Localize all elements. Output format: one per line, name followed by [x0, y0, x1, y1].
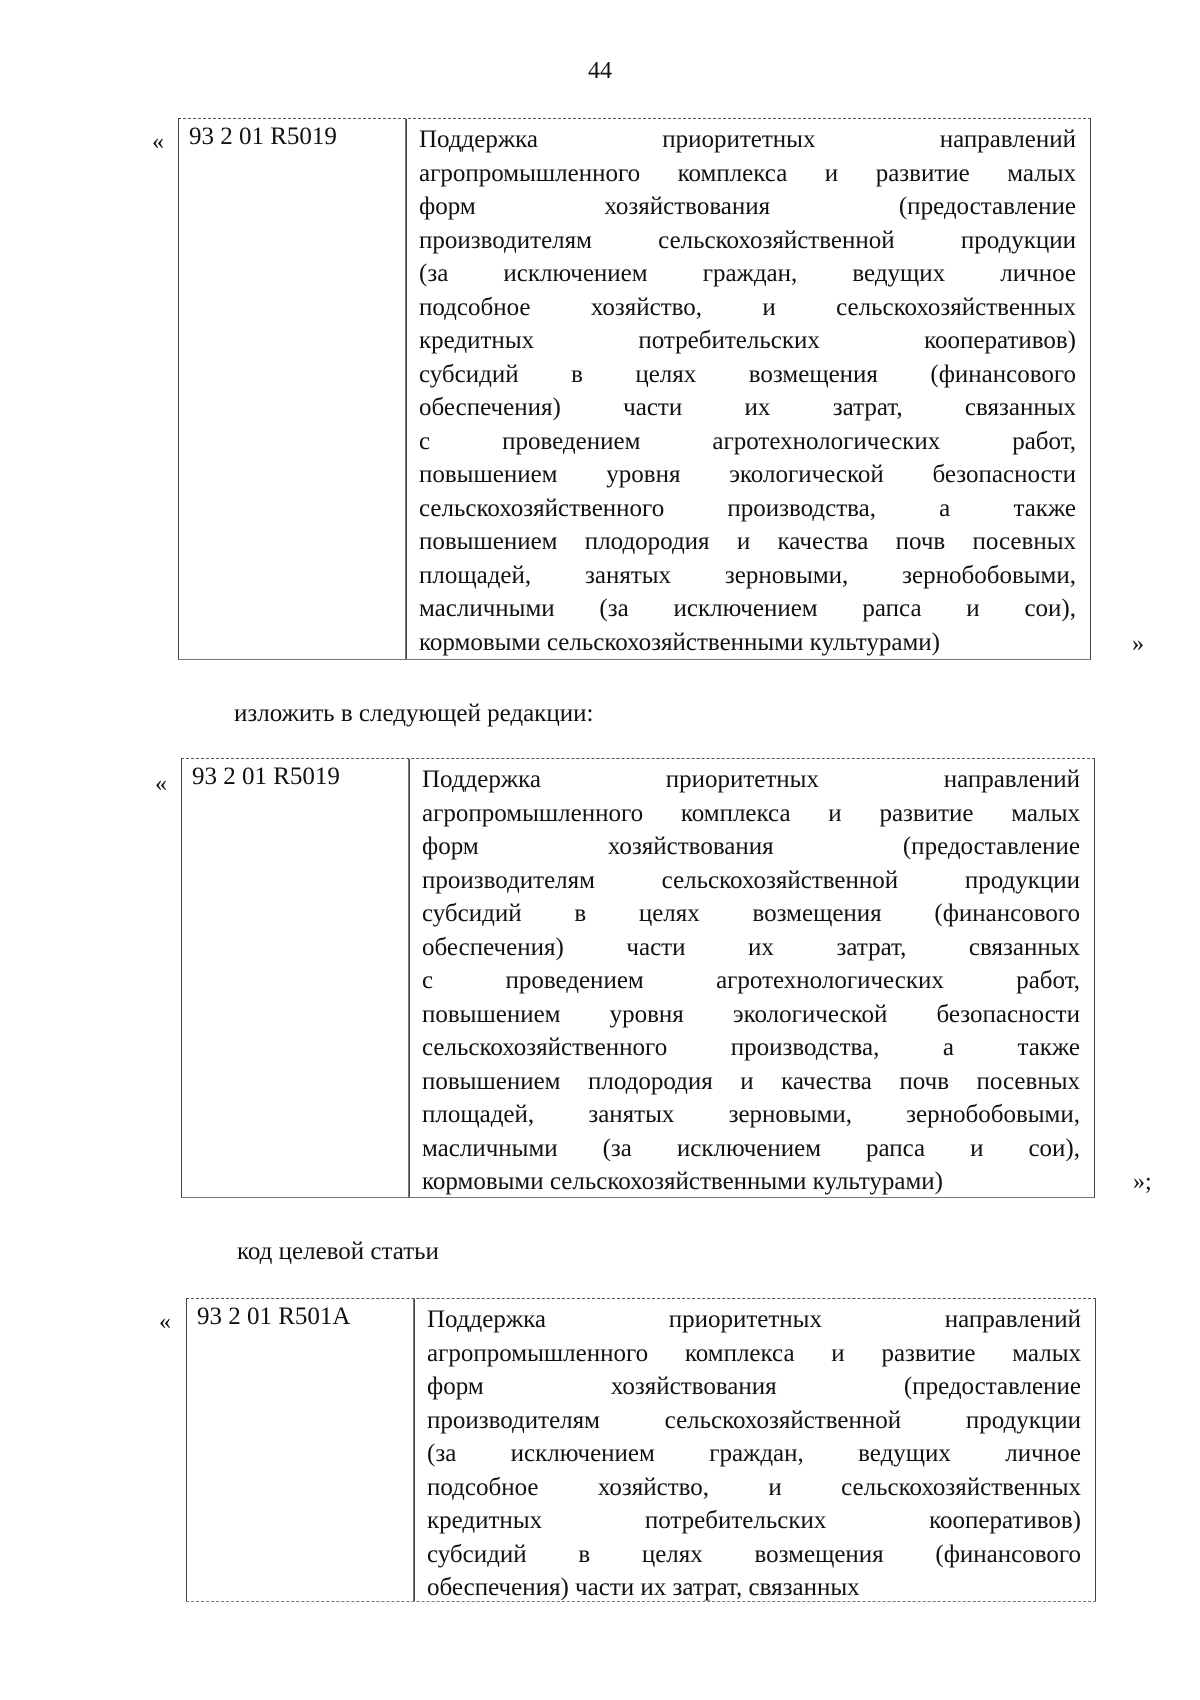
description-line: повышением плодородия и качества почв посевных [419, 528, 1076, 555]
description-line: субсидий в целях возмещения (финансового [427, 1540, 1081, 1568]
section-label: код целевой статьи [237, 1238, 439, 1265]
description-line: сельскохозяйственного производства, а также [422, 1034, 1080, 1061]
description-line: кормовыми сельскохозяйственными культурами) [422, 1168, 944, 1195]
closing-quote: »; [1133, 1169, 1152, 1195]
description-line: производителям сельскохозяйственной продукции [422, 866, 1080, 894]
description-cell [406, 119, 1091, 659]
target-code: 93 2 01 R5019 [192, 763, 340, 790]
description-line: (за исключением граждан, ведущих личное [427, 1440, 1081, 1467]
budget-entry-continuation [186, 1298, 1096, 1602]
description-line: площадей, занятых зерновыми, зернобобовыми, [419, 561, 1076, 589]
description-line: форм хозяйствования (предоставление [419, 193, 1076, 220]
description-line: площадей, занятых зерновыми, зернобобовыми, [422, 1101, 1080, 1128]
description-line: субсидий в целях возмещения (финансового [419, 360, 1076, 388]
opening-quote: « [155, 771, 167, 797]
description-line: обеспечения) части их затрат, связанных [427, 1574, 860, 1601]
description-line: кредитных потребительских кооперативов) [419, 327, 1076, 354]
opening-quote: « [152, 129, 164, 155]
budget-entry-original [178, 118, 1091, 660]
description-line: форм хозяйствования (предоставление [427, 1373, 1081, 1400]
budget-entry-new [181, 758, 1095, 1198]
target-code: 93 2 01 R5019 [189, 123, 337, 150]
description-line: агропромышленного комплекса и развитие малых [427, 1339, 1081, 1367]
description-line: повышением уровня экологической безопасности [422, 1000, 1080, 1028]
description-line: агропромышленного комплекса и развитие малых [419, 159, 1076, 187]
description-line: Поддержка приоритетных направлений [419, 126, 1076, 153]
description-line: с проведением агротехнологических работ, [422, 967, 1080, 994]
description-line: Поддержка приоритетных направлений [422, 766, 1080, 793]
description-line: субсидий в целях возмещения (финансового [422, 900, 1080, 927]
description-line: подсобное хозяйство, и сельскохозяйственных [419, 293, 1076, 321]
target-code: 93 2 01 R501А [197, 1303, 351, 1330]
description-line: обеспечения) части их затрат, связанных [422, 933, 1080, 961]
description-line: Поддержка приоритетных направлений [427, 1306, 1081, 1333]
closing-quote: » [1132, 631, 1144, 657]
description-line: с проведением агротехнологических работ, [419, 427, 1076, 455]
description-line: кредитных потребительских кооперативов) [427, 1507, 1081, 1534]
description-line: агропромышленного комплекса и развитие малых [422, 799, 1080, 827]
description-line: кормовыми сельскохозяйственными культурами) [419, 628, 941, 656]
description-line: повышением плодородия и качества почв посевных [422, 1067, 1080, 1095]
description-line: повышением уровня экологической безопасности [419, 461, 1076, 488]
description-line: форм хозяйствования (предоставление [422, 833, 1080, 860]
description-cell [414, 1299, 1096, 1601]
target-code-cell [178, 119, 406, 659]
description-line: масличными (за исключением рапса и сои), [422, 1134, 1080, 1162]
instruction-text: изложить в следующей редакции: [234, 700, 594, 727]
opening-quote: « [159, 1309, 171, 1335]
description-cell [409, 759, 1095, 1197]
description-line: сельскохозяйственного производства, а также [419, 494, 1076, 522]
description-line: подсобное хозяйство, и сельскохозяйственных [427, 1473, 1081, 1501]
target-code-cell [181, 759, 409, 1197]
description-line: производителям сельскохозяйственной продукции [419, 226, 1076, 254]
description-line: масличными (за исключением рапса и сои), [419, 595, 1076, 622]
target-code-cell [186, 1299, 414, 1601]
description-line: производителям сельскохозяйственной продукции [427, 1406, 1081, 1434]
description-line: обеспечения) части их затрат, связанных [419, 394, 1076, 421]
description-line: (за исключением граждан, ведущих личное [419, 260, 1076, 287]
page-number: 44 [588, 58, 612, 84]
